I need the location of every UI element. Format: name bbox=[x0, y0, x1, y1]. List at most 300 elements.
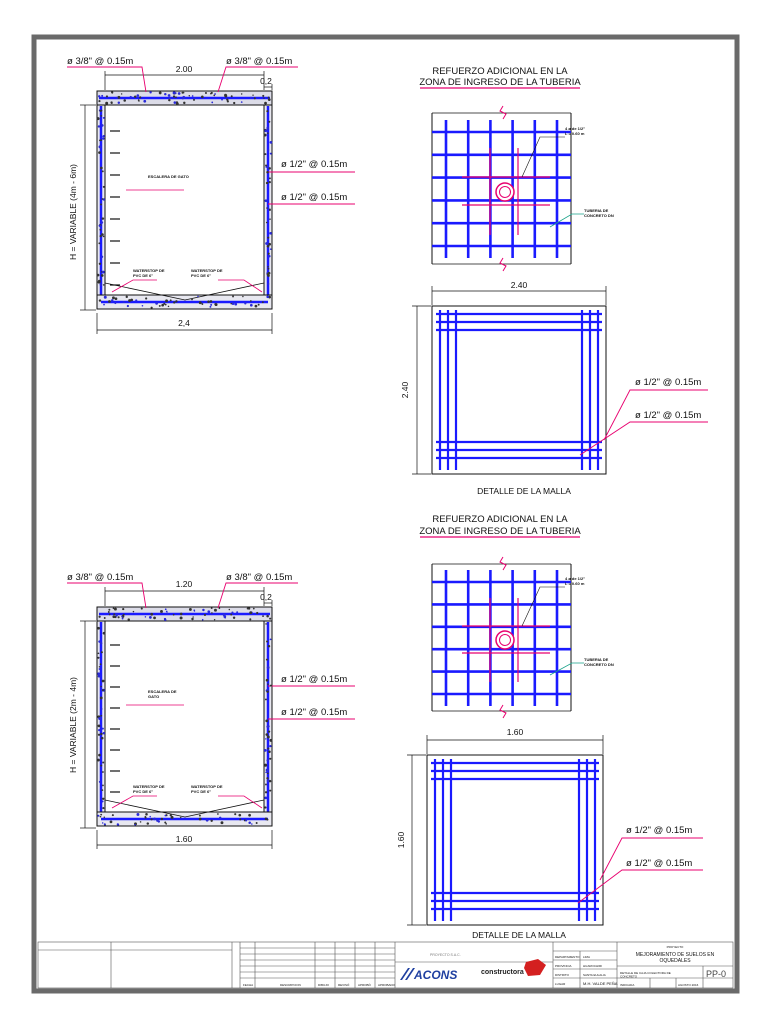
text-line: PVC DE 6" bbox=[133, 272, 154, 278]
concrete-aggregate bbox=[168, 94, 171, 97]
concrete-aggregate bbox=[100, 816, 102, 818]
upper-mesh-label-2: ø 1/2" @ 0.15m bbox=[635, 410, 702, 421]
concrete-aggregate bbox=[103, 236, 105, 238]
concrete-aggregate bbox=[164, 821, 166, 823]
concrete-aggregate bbox=[180, 613, 183, 616]
rev-head-3: REVISÓ bbox=[338, 983, 350, 987]
concrete-aggregate bbox=[199, 818, 202, 821]
concrete-aggregate bbox=[126, 296, 128, 298]
rev-head-0: FECHA bbox=[243, 983, 254, 987]
concrete-aggregate bbox=[169, 97, 172, 100]
upper-mesh-label-1: ø 1/2" @ 0.15m bbox=[635, 377, 702, 388]
upper-ladder-note bbox=[148, 174, 189, 179]
concrete-aggregate bbox=[145, 297, 147, 299]
second-logo-text: constructora bbox=[481, 969, 524, 976]
concrete-aggregate bbox=[175, 96, 177, 98]
concrete-aggregate bbox=[153, 817, 156, 820]
concrete-aggregate bbox=[232, 296, 234, 298]
concrete-aggregate bbox=[236, 611, 238, 613]
lower-wall-thickness: 0,2 bbox=[260, 592, 272, 602]
concrete-aggregate bbox=[266, 110, 268, 112]
concrete-aggregate bbox=[176, 102, 179, 105]
concrete-aggregate bbox=[214, 609, 217, 612]
concrete-aggregate bbox=[258, 304, 260, 306]
concrete-aggregate bbox=[138, 100, 140, 102]
concrete-aggregate bbox=[269, 745, 271, 747]
concrete-aggregate bbox=[133, 611, 134, 612]
concrete-aggregate bbox=[266, 615, 269, 618]
concrete-aggregate bbox=[99, 145, 102, 148]
concrete-aggregate bbox=[242, 296, 243, 297]
loc-label-0: DEPARTAMENTO bbox=[555, 955, 580, 959]
concrete-aggregate bbox=[197, 296, 199, 298]
concrete-aggregate bbox=[151, 818, 153, 820]
upper-detail-title-2: ZONA DE INGRESO DE LA TUBERIA bbox=[419, 77, 581, 88]
concrete-aggregate bbox=[164, 619, 166, 621]
concrete-aggregate bbox=[264, 153, 266, 155]
concrete-aggregate bbox=[178, 92, 181, 95]
text-line: WATERSTOP DE bbox=[191, 784, 223, 789]
concrete-aggregate bbox=[238, 814, 241, 817]
concrete-aggregate bbox=[98, 754, 101, 757]
concrete-aggregate bbox=[161, 818, 163, 820]
lower-mesh-label-2: ø 1/2" @ 0.15m bbox=[626, 858, 693, 869]
concrete-aggregate bbox=[241, 93, 242, 94]
concrete-aggregate bbox=[201, 303, 203, 305]
concrete-aggregate bbox=[136, 813, 139, 816]
concrete-aggregate bbox=[106, 95, 108, 97]
concrete-aggregate bbox=[104, 296, 107, 299]
concrete-aggregate bbox=[219, 607, 221, 609]
upper-ladder-note-text: ESCALERA DE GATO bbox=[148, 174, 189, 179]
loc-label-3: LUGAR bbox=[555, 982, 566, 986]
concrete-aggregate bbox=[266, 127, 269, 130]
concrete-aggregate bbox=[231, 611, 233, 613]
concrete-aggregate bbox=[219, 817, 222, 820]
concrete-aggregate bbox=[266, 769, 269, 772]
concrete-aggregate bbox=[151, 307, 153, 309]
concrete-aggregate bbox=[98, 242, 100, 244]
concrete-aggregate bbox=[101, 651, 103, 653]
concrete-aggregate bbox=[267, 683, 269, 685]
concrete-aggregate bbox=[270, 638, 272, 640]
concrete-aggregate bbox=[255, 305, 258, 308]
concrete-aggregate bbox=[145, 813, 148, 816]
concrete-aggregate bbox=[111, 102, 113, 104]
concrete-aggregate bbox=[98, 734, 100, 736]
concrete-aggregate bbox=[98, 151, 101, 154]
concrete-aggregate bbox=[103, 732, 105, 734]
concrete-aggregate bbox=[217, 813, 219, 815]
concrete-aggregate bbox=[264, 764, 267, 767]
concrete-aggregate bbox=[233, 102, 235, 104]
concrete-aggregate bbox=[116, 614, 118, 616]
concrete-aggregate bbox=[100, 642, 102, 644]
concrete-aggregate bbox=[267, 245, 270, 248]
concrete-aggregate bbox=[171, 816, 174, 819]
text-line: MEJORAMIENTO DE SUELOS EN bbox=[635, 952, 715, 958]
concrete-aggregate bbox=[104, 816, 105, 817]
concrete-aggregate bbox=[153, 616, 156, 619]
concrete-aggregate bbox=[101, 789, 103, 791]
concrete-aggregate bbox=[268, 253, 270, 255]
concrete-aggregate bbox=[165, 299, 168, 302]
concrete-aggregate bbox=[248, 821, 251, 824]
concrete-aggregate bbox=[100, 115, 102, 117]
concrete-aggregate bbox=[99, 140, 101, 142]
concrete-aggregate bbox=[268, 750, 271, 753]
concrete-aggregate bbox=[266, 207, 268, 209]
concrete-aggregate bbox=[250, 300, 252, 302]
concrete-aggregate bbox=[269, 790, 271, 792]
concrete-aggregate bbox=[265, 242, 268, 245]
concrete-aggregate bbox=[145, 616, 146, 617]
concrete-aggregate bbox=[101, 256, 103, 258]
concrete-aggregate bbox=[180, 817, 182, 819]
concrete-aggregate bbox=[102, 800, 104, 802]
concrete-aggregate bbox=[101, 124, 104, 127]
upper-side-label-1: ø 1/2" @ 0.15m bbox=[281, 159, 348, 170]
text-line: GATO bbox=[148, 693, 160, 699]
concrete-aggregate bbox=[249, 618, 251, 620]
concrete-aggregate bbox=[209, 306, 211, 308]
concrete-aggregate bbox=[121, 93, 122, 94]
concrete-aggregate bbox=[103, 304, 105, 306]
concrete-aggregate bbox=[264, 129, 267, 132]
concrete-aggregate bbox=[102, 771, 104, 773]
concrete-aggregate bbox=[266, 691, 268, 693]
concrete-aggregate bbox=[100, 663, 102, 665]
upper-height-label: H = VARIABLE (4m - 6m) bbox=[68, 164, 78, 260]
concrete-aggregate bbox=[201, 96, 204, 99]
concrete-aggregate bbox=[192, 95, 194, 97]
text-line: OQUEDALES bbox=[659, 958, 691, 964]
loc-value-2: SANTA EULALIA bbox=[583, 973, 606, 977]
concrete-aggregate bbox=[100, 715, 102, 717]
concrete-aggregate bbox=[265, 623, 267, 625]
concrete-aggregate bbox=[189, 95, 190, 96]
upper-pipe-opening bbox=[496, 183, 514, 201]
concrete-aggregate bbox=[100, 686, 101, 687]
concrete-aggregate bbox=[270, 685, 272, 687]
concrete-aggregate bbox=[266, 182, 268, 184]
lower-height-label: H = VARIABLE (2m - 4m) bbox=[68, 677, 78, 773]
concrete-aggregate bbox=[265, 738, 266, 739]
concrete-aggregate bbox=[166, 611, 168, 613]
concrete-aggregate bbox=[256, 612, 258, 614]
concrete-aggregate bbox=[100, 814, 102, 816]
concrete-aggregate bbox=[230, 614, 232, 616]
concrete-aggregate bbox=[128, 299, 131, 302]
concrete-aggregate bbox=[113, 607, 115, 609]
lower-mesh-width: 1.60 bbox=[506, 727, 524, 737]
text-line: 4 ø de 1/2" bbox=[565, 126, 586, 131]
concrete-aggregate bbox=[267, 748, 269, 750]
concrete-aggregate bbox=[224, 95, 227, 98]
lower-bar-note bbox=[565, 576, 585, 586]
concrete-aggregate bbox=[111, 92, 113, 94]
concrete-aggregate bbox=[269, 232, 272, 235]
upper-wall-thickness: 0,2 bbox=[260, 76, 272, 86]
concrete-aggregate bbox=[135, 299, 137, 301]
concrete-aggregate bbox=[210, 300, 213, 303]
concrete-aggregate bbox=[102, 761, 104, 763]
concrete-aggregate bbox=[267, 266, 269, 268]
concrete-aggregate bbox=[270, 739, 273, 742]
loc-label-1: PROVINCIA bbox=[555, 964, 572, 968]
concrete-aggregate bbox=[248, 814, 251, 817]
concrete-aggregate bbox=[269, 167, 271, 169]
text-line: WATERSTOP DE bbox=[133, 784, 165, 789]
concrete-aggregate bbox=[102, 785, 104, 787]
concrete-aggregate bbox=[101, 274, 104, 277]
concrete-aggregate bbox=[100, 696, 103, 699]
concrete-aggregate bbox=[142, 305, 144, 307]
text-line: 4 ø de 1/2" bbox=[565, 576, 586, 581]
upper-mesh-title: DETALLE DE LA MALLA bbox=[477, 486, 571, 496]
concrete-aggregate bbox=[250, 97, 252, 99]
concrete-aggregate bbox=[207, 610, 210, 613]
concrete-aggregate bbox=[156, 819, 158, 821]
concrete-aggregate bbox=[101, 95, 103, 97]
text-line: CONCRETO bbox=[620, 974, 638, 979]
concrete-aggregate bbox=[102, 198, 104, 200]
concrete-aggregate bbox=[267, 666, 270, 669]
concrete-aggregate bbox=[210, 304, 212, 306]
concrete-aggregate bbox=[103, 632, 106, 635]
concrete-aggregate bbox=[163, 303, 165, 305]
concrete-aggregate bbox=[102, 217, 104, 219]
concrete-aggregate bbox=[241, 101, 243, 103]
concrete-aggregate bbox=[99, 668, 101, 670]
text-line: L = 0.60 m bbox=[565, 130, 585, 136]
lower-inner-width: 1.20 bbox=[175, 579, 193, 589]
concrete-aggregate bbox=[181, 92, 183, 94]
concrete-aggregate bbox=[206, 819, 209, 822]
concrete-aggregate bbox=[265, 733, 268, 736]
concrete-aggregate bbox=[214, 619, 215, 620]
concrete-aggregate bbox=[270, 248, 272, 250]
concrete-aggregate bbox=[210, 93, 212, 95]
upper-side-label-2: ø 1/2" @ 0.15m bbox=[281, 192, 348, 203]
concrete-aggregate bbox=[233, 617, 235, 619]
concrete-aggregate bbox=[147, 822, 149, 824]
concrete-aggregate bbox=[165, 608, 167, 610]
concrete-aggregate bbox=[102, 689, 104, 691]
sheet-code: PP-0 bbox=[706, 969, 727, 979]
concrete-aggregate bbox=[140, 821, 142, 823]
rev-head-2: DIBUJO bbox=[318, 983, 330, 987]
concrete-aggregate bbox=[137, 94, 140, 97]
concrete-aggregate bbox=[122, 618, 124, 620]
concrete-aggregate bbox=[265, 771, 267, 773]
concrete-aggregate bbox=[160, 610, 163, 613]
concrete-aggregate bbox=[229, 609, 231, 611]
concrete-aggregate bbox=[102, 798, 104, 800]
text-line: TUBERIA DE bbox=[584, 657, 609, 662]
concrete-aggregate bbox=[182, 96, 185, 99]
concrete-aggregate bbox=[265, 791, 267, 793]
concrete-aggregate bbox=[155, 302, 158, 305]
concrete-aggregate bbox=[123, 301, 125, 303]
concrete-aggregate bbox=[98, 729, 100, 731]
concrete-aggregate bbox=[270, 153, 272, 155]
concrete-aggregate bbox=[149, 91, 151, 93]
concrete-aggregate bbox=[118, 102, 120, 104]
concrete-aggregate bbox=[270, 141, 273, 144]
date: AGOSTO 2016 bbox=[678, 983, 699, 987]
concrete-aggregate bbox=[269, 218, 271, 220]
concrete-aggregate bbox=[108, 300, 111, 303]
concrete-aggregate bbox=[267, 772, 269, 774]
concrete-aggregate bbox=[269, 177, 271, 179]
text-line: TUBERIA DE bbox=[584, 208, 609, 213]
concrete-aggregate bbox=[199, 815, 201, 817]
concrete-aggregate bbox=[103, 135, 105, 137]
concrete-aggregate bbox=[102, 822, 103, 823]
concrete-aggregate bbox=[99, 616, 101, 618]
concrete-aggregate bbox=[102, 137, 104, 139]
concrete-aggregate bbox=[244, 302, 246, 304]
text-line: CONCRETO DN bbox=[584, 212, 614, 218]
concrete-aggregate bbox=[117, 96, 120, 99]
concrete-aggregate bbox=[100, 204, 102, 206]
concrete-aggregate bbox=[265, 164, 267, 166]
concrete-aggregate bbox=[108, 609, 110, 611]
concrete-aggregate bbox=[266, 759, 268, 761]
concrete-aggregate bbox=[98, 724, 101, 727]
concrete-aggregate bbox=[268, 731, 270, 733]
concrete-aggregate bbox=[245, 820, 247, 822]
lower-side-label-2: ø 1/2" @ 0.15m bbox=[281, 707, 348, 718]
lower-detail-title-2: ZONA DE INGRESO DE LA TUBERIA bbox=[419, 526, 581, 537]
lower-mesh-height: 1.60 bbox=[396, 831, 406, 849]
concrete-aggregate bbox=[265, 719, 268, 722]
upper-mesh-width: 2.40 bbox=[510, 280, 528, 290]
concrete-aggregate bbox=[231, 95, 233, 97]
concrete-aggregate bbox=[268, 96, 270, 98]
concrete-aggregate bbox=[267, 780, 270, 783]
upper-top-left-label: ø 3/8" @ 0.15m bbox=[67, 56, 134, 67]
lower-mesh-title: DETALLE DE LA MALLA bbox=[472, 930, 566, 940]
concrete-aggregate bbox=[100, 733, 102, 735]
concrete-aggregate bbox=[98, 717, 101, 720]
concrete-aggregate bbox=[141, 608, 143, 610]
rev-head-4: APROBÓ bbox=[358, 983, 371, 987]
concrete-aggregate bbox=[267, 735, 270, 738]
concrete-aggregate bbox=[266, 819, 268, 821]
concrete-aggregate bbox=[264, 796, 267, 799]
lower-top-right-label: ø 3/8" @ 0.15m bbox=[226, 572, 293, 583]
concrete-aggregate bbox=[97, 657, 99, 659]
upper-top-right-label: ø 3/8" @ 0.15m bbox=[226, 56, 293, 67]
concrete-aggregate bbox=[134, 824, 136, 826]
concrete-aggregate bbox=[98, 640, 100, 642]
concrete-aggregate bbox=[103, 284, 105, 286]
concrete-aggregate bbox=[101, 233, 104, 236]
concrete-aggregate bbox=[211, 102, 213, 104]
concrete-aggregate bbox=[97, 627, 100, 630]
concrete-aggregate bbox=[266, 171, 268, 173]
upper-detail-title-1: REFUERZO ADICIONAL EN LA bbox=[432, 66, 568, 77]
concrete-aggregate bbox=[98, 125, 100, 127]
text-line: L = 0.60 m bbox=[565, 580, 585, 586]
concrete-aggregate bbox=[110, 821, 113, 824]
concrete-aggregate bbox=[268, 255, 270, 257]
concrete-aggregate bbox=[102, 728, 104, 730]
concrete-aggregate bbox=[269, 209, 271, 211]
concrete-aggregate bbox=[114, 302, 116, 304]
concrete-aggregate bbox=[122, 608, 124, 610]
concrete-aggregate bbox=[98, 280, 101, 283]
concrete-aggregate bbox=[191, 618, 193, 620]
lower-detail-title-1: REFUERZO ADICIONAL EN LA bbox=[432, 514, 568, 525]
concrete-aggregate bbox=[239, 818, 241, 820]
concrete-aggregate bbox=[205, 92, 207, 94]
text-line: DETALLE DE CAJA COLECTORA DE bbox=[620, 971, 671, 975]
concrete-aggregate bbox=[192, 616, 193, 617]
concrete-aggregate bbox=[249, 611, 252, 614]
concrete-aggregate bbox=[127, 305, 129, 307]
concrete-aggregate bbox=[100, 765, 102, 767]
scale: INDICADA bbox=[620, 983, 635, 987]
concrete-aggregate bbox=[268, 121, 270, 123]
text-line: CONCRETO DN bbox=[584, 661, 614, 667]
concrete-aggregate bbox=[104, 823, 106, 825]
concrete-aggregate bbox=[266, 641, 268, 643]
concrete-aggregate bbox=[251, 823, 253, 825]
concrete-aggregate bbox=[263, 97, 264, 98]
rev-head-1: DESCRIPCION bbox=[280, 983, 301, 987]
concrete-aggregate bbox=[159, 305, 161, 307]
text-line: WATERSTOP DE bbox=[133, 268, 165, 273]
concrete-aggregate bbox=[103, 186, 105, 188]
concrete-aggregate bbox=[264, 749, 267, 752]
concrete-aggregate bbox=[269, 758, 271, 760]
concrete-aggregate bbox=[267, 237, 269, 239]
concrete-aggregate bbox=[145, 816, 147, 818]
concrete-aggregate bbox=[102, 680, 105, 683]
concrete-aggregate bbox=[173, 301, 175, 303]
lower-side-label-1: ø 1/2" @ 0.15m bbox=[281, 674, 348, 685]
lower-bottom-width: 1.60 bbox=[175, 834, 193, 844]
concrete-aggregate bbox=[121, 616, 122, 617]
concrete-aggregate bbox=[199, 301, 202, 304]
concrete-aggregate bbox=[210, 820, 212, 822]
concrete-aggregate bbox=[232, 302, 235, 305]
concrete-aggregate bbox=[97, 117, 100, 120]
concrete-aggregate bbox=[254, 97, 256, 99]
concrete-aggregate bbox=[194, 97, 196, 99]
concrete-aggregate bbox=[211, 612, 213, 614]
concrete-aggregate bbox=[98, 653, 100, 655]
concrete-aggregate bbox=[268, 268, 270, 270]
text-line: ESCALERA DE bbox=[148, 689, 177, 694]
concrete-aggregate bbox=[256, 822, 258, 824]
concrete-aggregate bbox=[102, 170, 104, 172]
concrete-aggregate bbox=[149, 616, 152, 619]
concrete-aggregate bbox=[139, 96, 141, 98]
contractor-small: PROYECTO S.A.C. bbox=[430, 953, 461, 957]
concrete-aggregate bbox=[165, 815, 167, 817]
concrete-aggregate bbox=[268, 645, 270, 647]
upper-bar-note bbox=[565, 126, 585, 136]
concrete-aggregate bbox=[262, 301, 264, 303]
concrete-aggregate bbox=[211, 607, 213, 609]
concrete-aggregate bbox=[268, 725, 270, 727]
concrete-aggregate bbox=[173, 91, 176, 94]
rev-head-5: APROBADO bbox=[378, 983, 396, 987]
